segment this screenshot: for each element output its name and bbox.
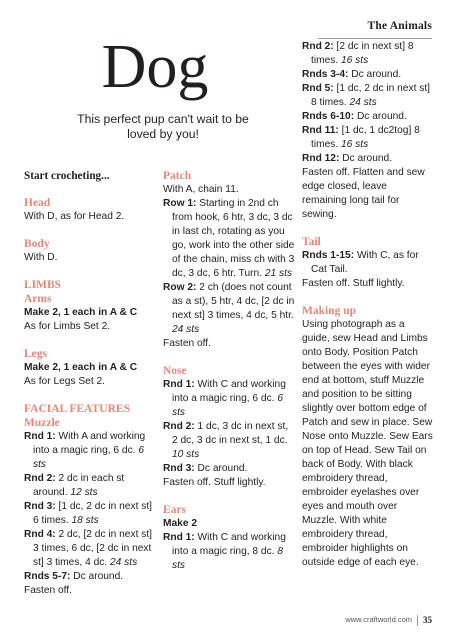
- arms-text: As for Limbs Set 2.: [24, 321, 111, 332]
- column-3: [302, 40, 434, 570]
- muzzle-round-3: Rnd 3: [1 dc, 2 dc in next st] 6 times. 18 sts: [24, 501, 152, 526]
- footer-separator: [417, 615, 418, 626]
- ears-heading: Ears: [163, 504, 186, 516]
- muzzle-round-4: Rnd 4: 2 dc, [2 dc in next st] 3 times, 6 dc, [2 dc in next st] 3 times, 4 dc. 24 sts: [24, 529, 152, 568]
- nose-round-2: Rnd 2: 1 dc, 3 dc in next st, 2 dc, 3 dc in next st, 1 dc. 10 sts: [163, 421, 289, 460]
- tail-rounds: Rnds 1-15: With C, as for Cat Tail.: [302, 250, 419, 275]
- head-heading: Head: [24, 197, 51, 209]
- ears-round-1: Rnd 1: With C and working into a magic ring, 8 dc. 8 sts: [163, 532, 286, 571]
- facial-features-heading: FACIAL FEATURES: [24, 403, 130, 415]
- nose-round-1: Rnd 1: With C and working into a magic ring, 6 dc. 6 sts: [163, 379, 286, 418]
- ears-rounds-3-4: Rnds 3-4: Dc around.: [302, 69, 402, 80]
- legs-make: Make 2, 1 each in A & C: [24, 362, 138, 373]
- page-title: Dog: [101, 33, 209, 101]
- patch-end: Fasten off.: [163, 338, 211, 349]
- muzzle-heading: Muzzle: [24, 417, 60, 429]
- muzzle-round-1: Rnd 1: With A and working into a magic ring, 6 dc. 6 sts: [24, 431, 146, 470]
- patch-row-2: Row 2: 2 ch (does not count as a st), 5 htr, 4 dc, [2 dc in next st] 3 times, 4 dc, 5 htr. 24 sts: [163, 282, 295, 335]
- header-rule: [318, 38, 432, 39]
- body-heading: Body: [24, 238, 50, 250]
- legs-text: As for Legs Set 2.: [24, 376, 105, 387]
- patch-text: With A, chain 11.: [163, 184, 239, 195]
- tail-heading: Tail: [302, 236, 321, 248]
- arms-make: Make 2, 1 each in A & C: [24, 307, 138, 318]
- muzzle-rounds-5-7: Rnds 5-7: Dc around.: [24, 571, 124, 582]
- patch-row-1: Row 1: Starting in 2nd ch from hook, 6 htr, 3 dc, 3 dc in last ch, rotating as you go, work into the other side of the chain, miss ch with 3 dc, 3 dc, 6 htr. Turn. 21 sts: [163, 198, 295, 279]
- arms-heading: Arms: [24, 293, 52, 305]
- ears-round-12: Rnd 12: Dc around.: [302, 153, 393, 164]
- muzzle-end: Fasten off.: [24, 585, 72, 596]
- nose-round-3: Rnd 3: Dc around.: [163, 463, 248, 474]
- making-up-heading: Making up: [302, 305, 357, 317]
- making-up-text: Using photograph as a guide, sew Head and Limbs onto Body. Position Patch between the eyes with wider end at bottom, stuff Muzzle and position to be sitting slightly over bottom edge of Patch and sew in place. Sew Nose onto Muzzle. Sew Ears on top of Head. Sew Tail on back of Body. With black embroidery thread, embroider eyelashes over eyes and mouth over Muzzle. With white embroidery thread, embroider highlights on outside edge of each eye.: [302, 319, 433, 568]
- subtitle: This perfect pup can't wait to be loved by you!: [77, 112, 249, 141]
- tail-end: Fasten off. Stuff lightly.: [302, 278, 405, 289]
- limbs-heading: LIMBS: [24, 279, 62, 291]
- section-header: The Animals: [367, 20, 432, 32]
- ears-round-2: Rnd 2: [2 dc in next st] 8 times. 16 sts: [302, 41, 414, 66]
- page-number: 35: [423, 615, 432, 625]
- start-heading: Start crocheting...: [24, 170, 110, 182]
- nose-heading: Nose: [163, 365, 187, 377]
- column-2: [163, 169, 295, 573]
- head-text: With D, as for Head 2.: [24, 211, 125, 222]
- muzzle-round-2: Rnd 2: 2 dc in each st around. 12 sts: [24, 473, 125, 498]
- ears-round-5: Rnd 5: [1 dc, 2 dc in next st] 8 times. 24 sts: [302, 83, 430, 108]
- ears-round-11: Rnd 11: [1 dc, 1 dc2tog] 8 times. 16 sts: [302, 125, 420, 150]
- patch-heading: Patch: [163, 170, 192, 182]
- column-1: [24, 169, 154, 598]
- ears-rounds-6-10: Rnds 6-10: Dc around.: [302, 111, 407, 122]
- body-text: With D.: [24, 252, 58, 263]
- ears-make: Make 2: [163, 518, 197, 529]
- legs-heading: Legs: [24, 348, 47, 360]
- ears-end: Fasten off. Flatten and sew edge closed, leave remaining long tail for sewing.: [302, 167, 425, 220]
- nose-end: Fasten off. Stuff lightly.: [163, 477, 266, 488]
- footer-url: www.craftworld.com: [345, 615, 412, 624]
